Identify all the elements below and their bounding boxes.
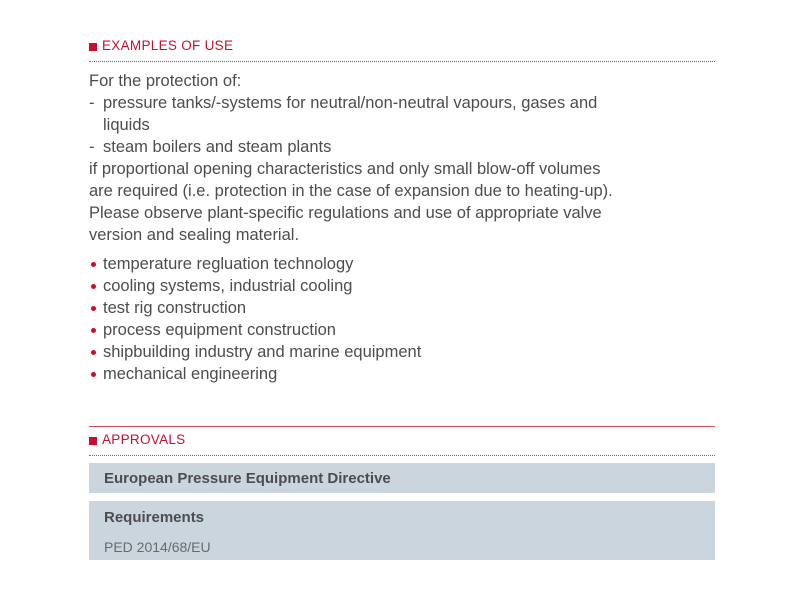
- approvals-heading-label: APPROVALS: [102, 432, 186, 447]
- section-separator: [89, 426, 715, 427]
- dash-item-continuation: [89, 114, 729, 136]
- bullet-item: cooling systems, industrial cooling: [89, 275, 709, 297]
- bullet-item: process equipment construction: [89, 319, 709, 341]
- dash-item: [89, 136, 729, 158]
- dash-item-text: steam boilers and steam plants: [103, 138, 332, 156]
- approvals-heading-divider: [89, 455, 715, 456]
- requirements-box: [89, 501, 715, 560]
- examples-heading-divider: [89, 61, 715, 62]
- bullet-dot-icon: [91, 372, 96, 377]
- dash-item-text: pressure tanks/-systems for neutral/non-neutral vapours, gases and: [103, 94, 598, 112]
- bullet-dot-icon: [91, 284, 96, 289]
- paragraph-line: version and sealing material.: [89, 226, 300, 244]
- directive-box: [89, 463, 715, 493]
- bullet-item: mechanical engineering: [89, 363, 709, 385]
- dash-item: [89, 92, 729, 114]
- bullet-dot-icon: [91, 350, 96, 355]
- requirements-value: PED 2014/68/EU: [104, 539, 211, 555]
- section-marker-icon: [89, 437, 97, 445]
- examples-of-use-heading: [89, 38, 715, 54]
- approvals-heading: [89, 432, 715, 448]
- requirements-label: Requirements: [104, 509, 205, 526]
- paragraph-line: are required (i.e. protection in the case of expansion due to heating-up).: [89, 182, 613, 200]
- bullet-dot-icon: [91, 262, 96, 267]
- examples-intro: For the protection of:: [89, 72, 242, 90]
- bullet-item: shipbuilding industry and marine equipment: [89, 341, 709, 363]
- bullet-dot-icon: [91, 306, 96, 311]
- dash-item-text: liquids: [103, 116, 150, 134]
- examples-heading-label: EXAMPLES OF USE: [102, 38, 234, 53]
- bullet-dot-icon: [91, 328, 96, 333]
- dash-marker: -: [89, 138, 95, 156]
- section-marker-icon: [89, 43, 97, 51]
- paragraph-line: Please observe plant-specific regulations and use of appropriate valve: [89, 204, 602, 222]
- dash-marker: -: [89, 94, 95, 112]
- paragraph-line: if proportional opening characteristics and only small blow-off volumes: [89, 160, 601, 178]
- bullet-item: temperature regluation technology: [89, 253, 709, 275]
- application-bullet-list: [89, 253, 709, 385]
- bullet-item: test rig construction: [89, 297, 709, 319]
- examples-body: [89, 70, 729, 246]
- directive-title: European Pressure Equipment Directive: [104, 470, 391, 487]
